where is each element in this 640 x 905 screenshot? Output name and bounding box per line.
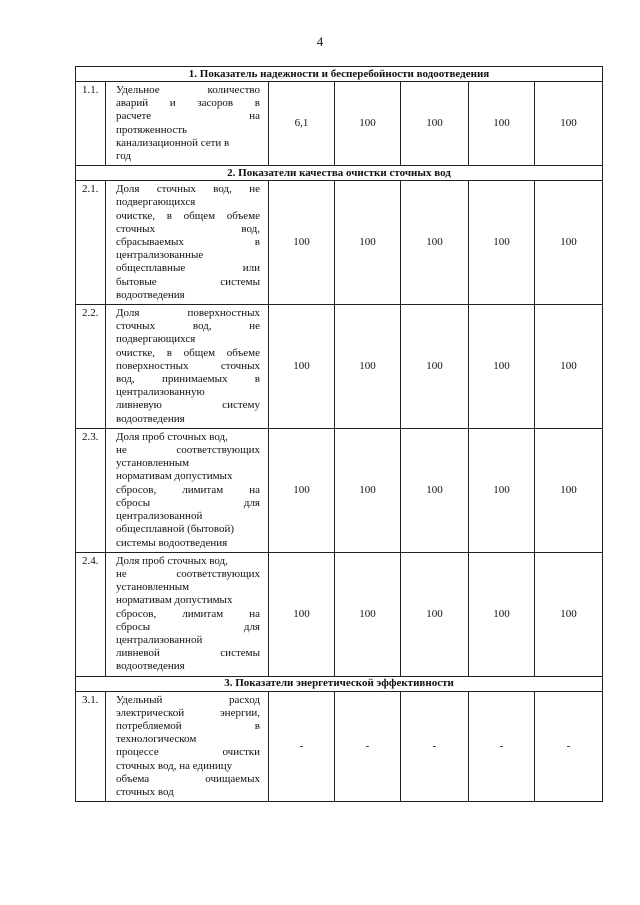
value-cell: - [335, 691, 401, 802]
description-line: технологическом [116, 733, 197, 746]
row-description [106, 181, 269, 305]
section-title: 3. Показатели энергетической эффективности [76, 676, 603, 691]
description-line: протяженность [116, 123, 188, 136]
description-line: вод, принимаемых в [116, 373, 260, 386]
description-line: централизованной [116, 510, 203, 523]
description-line: сточных вод, [116, 222, 260, 235]
description-line: Доля сточных вод, не [116, 183, 260, 196]
section-header-row [76, 67, 603, 82]
row-description [106, 552, 269, 676]
value-cell: - [269, 691, 335, 802]
row-number: 1.1. [76, 82, 106, 166]
table-row [76, 305, 603, 429]
value-cell: 100 [535, 428, 603, 552]
description-line: сточных вод [116, 785, 174, 798]
description-line: не соответствующих [116, 567, 260, 580]
section-title: 2. Показатели качества очистки сточных вод [76, 166, 603, 181]
description-line: Доля поверхностных [116, 307, 260, 320]
value-cell: 100 [269, 428, 335, 552]
description-line: сточных вод, на единицу [116, 759, 233, 772]
description-line: Удельный расход [116, 693, 260, 706]
value-cell: 100 [401, 82, 469, 166]
description-line: не соответствующих [116, 444, 260, 457]
value-cell: 100 [469, 552, 535, 676]
value-cell: 100 [401, 305, 469, 429]
description-line: сбросов, лимитам на [116, 607, 260, 620]
description-line: системы водоотведения [116, 536, 228, 549]
description-line: процессе очистки [116, 746, 260, 759]
value-cell: 100 [401, 428, 469, 552]
value-cell: 100 [401, 181, 469, 305]
value-cell: - [469, 691, 535, 802]
description-line: установленным [116, 457, 190, 470]
description-line: подвергающихся [116, 333, 196, 346]
description-line: водоотведения [116, 660, 185, 673]
row-number: 2.4. [76, 552, 106, 676]
description-line: нормативам допустимых [116, 594, 233, 607]
description-line: общесплавные или [116, 262, 260, 275]
description-line: аварий и засоров в [116, 97, 260, 110]
row-number: 2.3. [76, 428, 106, 552]
value-cell: 100 [269, 552, 335, 676]
value-cell: - [401, 691, 469, 802]
description-line: бытовые системы [116, 275, 260, 288]
description-line: сбросов, лимитам на [116, 483, 260, 496]
section-header-row [76, 676, 603, 691]
row-description [106, 428, 269, 552]
value-cell: 100 [535, 552, 603, 676]
row-number: 3.1. [76, 691, 106, 802]
value-cell: 100 [335, 428, 401, 552]
description-line: сбросы для [116, 620, 260, 633]
row-description [106, 82, 269, 166]
indicators-table [75, 66, 603, 802]
table-row [76, 552, 603, 676]
value-cell: 100 [269, 181, 335, 305]
row-number: 2.2. [76, 305, 106, 429]
value-cell: 100 [335, 552, 401, 676]
description-line: Удельное количество [116, 84, 260, 96]
value-cell: 100 [335, 82, 401, 166]
value-cell: 100 [335, 181, 401, 305]
row-number: 2.1. [76, 181, 106, 305]
table-row [76, 82, 603, 166]
description-line: сбрасываемых в [116, 236, 260, 249]
value-cell: 100 [335, 305, 401, 429]
description-line: общесплавной (бытовой) [116, 523, 235, 536]
section-header-row [76, 166, 603, 181]
table-row [76, 691, 603, 802]
description-line: водоотведения [116, 288, 185, 301]
value-cell: 100 [269, 305, 335, 429]
value-cell: 100 [469, 305, 535, 429]
description-line: централизованные [116, 249, 204, 262]
description-line: расчете на [116, 110, 260, 123]
value-cell: - [535, 691, 603, 802]
description-line: очистке, в общем объеме [116, 346, 260, 359]
description-line: объема очищаемых [116, 772, 260, 785]
description-line: электрической энергии, [116, 706, 260, 719]
value-cell: 100 [401, 552, 469, 676]
row-description [106, 691, 269, 802]
description-line: ливневой системы [116, 647, 260, 660]
description-line: канализационной сети в [116, 136, 230, 149]
table-row [76, 428, 603, 552]
value-cell: 100 [469, 428, 535, 552]
page-number: 4 [316, 34, 324, 49]
value-cell: 100 [535, 82, 603, 166]
description-line: Доля проб сточных вод, [116, 554, 228, 567]
description-line: потребляемой в [116, 719, 260, 732]
description-line: сточных вод, не [116, 320, 260, 333]
value-cell: 100 [469, 82, 535, 166]
description-line: подвергающихся [116, 196, 196, 209]
description-line: Доля проб сточных вод, [116, 430, 228, 443]
table-row [76, 181, 603, 305]
description-line: нормативам допустимых [116, 470, 233, 483]
description-line: водоотведения [116, 412, 185, 425]
description-line: поверхностных сточных [116, 359, 260, 372]
description-line: централизованную [116, 386, 205, 399]
section-title: 1. Показатель надежности и бесперебойности водоотведения [76, 67, 603, 82]
value-cell: 100 [535, 305, 603, 429]
description-line: год [116, 150, 132, 163]
value-cell: 100 [535, 181, 603, 305]
description-line: сбросы для [116, 496, 260, 509]
row-description [106, 305, 269, 429]
description-line: установленным [116, 581, 190, 594]
description-line: ливневую систему [116, 399, 260, 412]
value-cell: 6,1 [269, 82, 335, 166]
description-line: централизованной [116, 633, 203, 646]
description-line: очистке, в общем объеме [116, 209, 260, 222]
value-cell: 100 [469, 181, 535, 305]
